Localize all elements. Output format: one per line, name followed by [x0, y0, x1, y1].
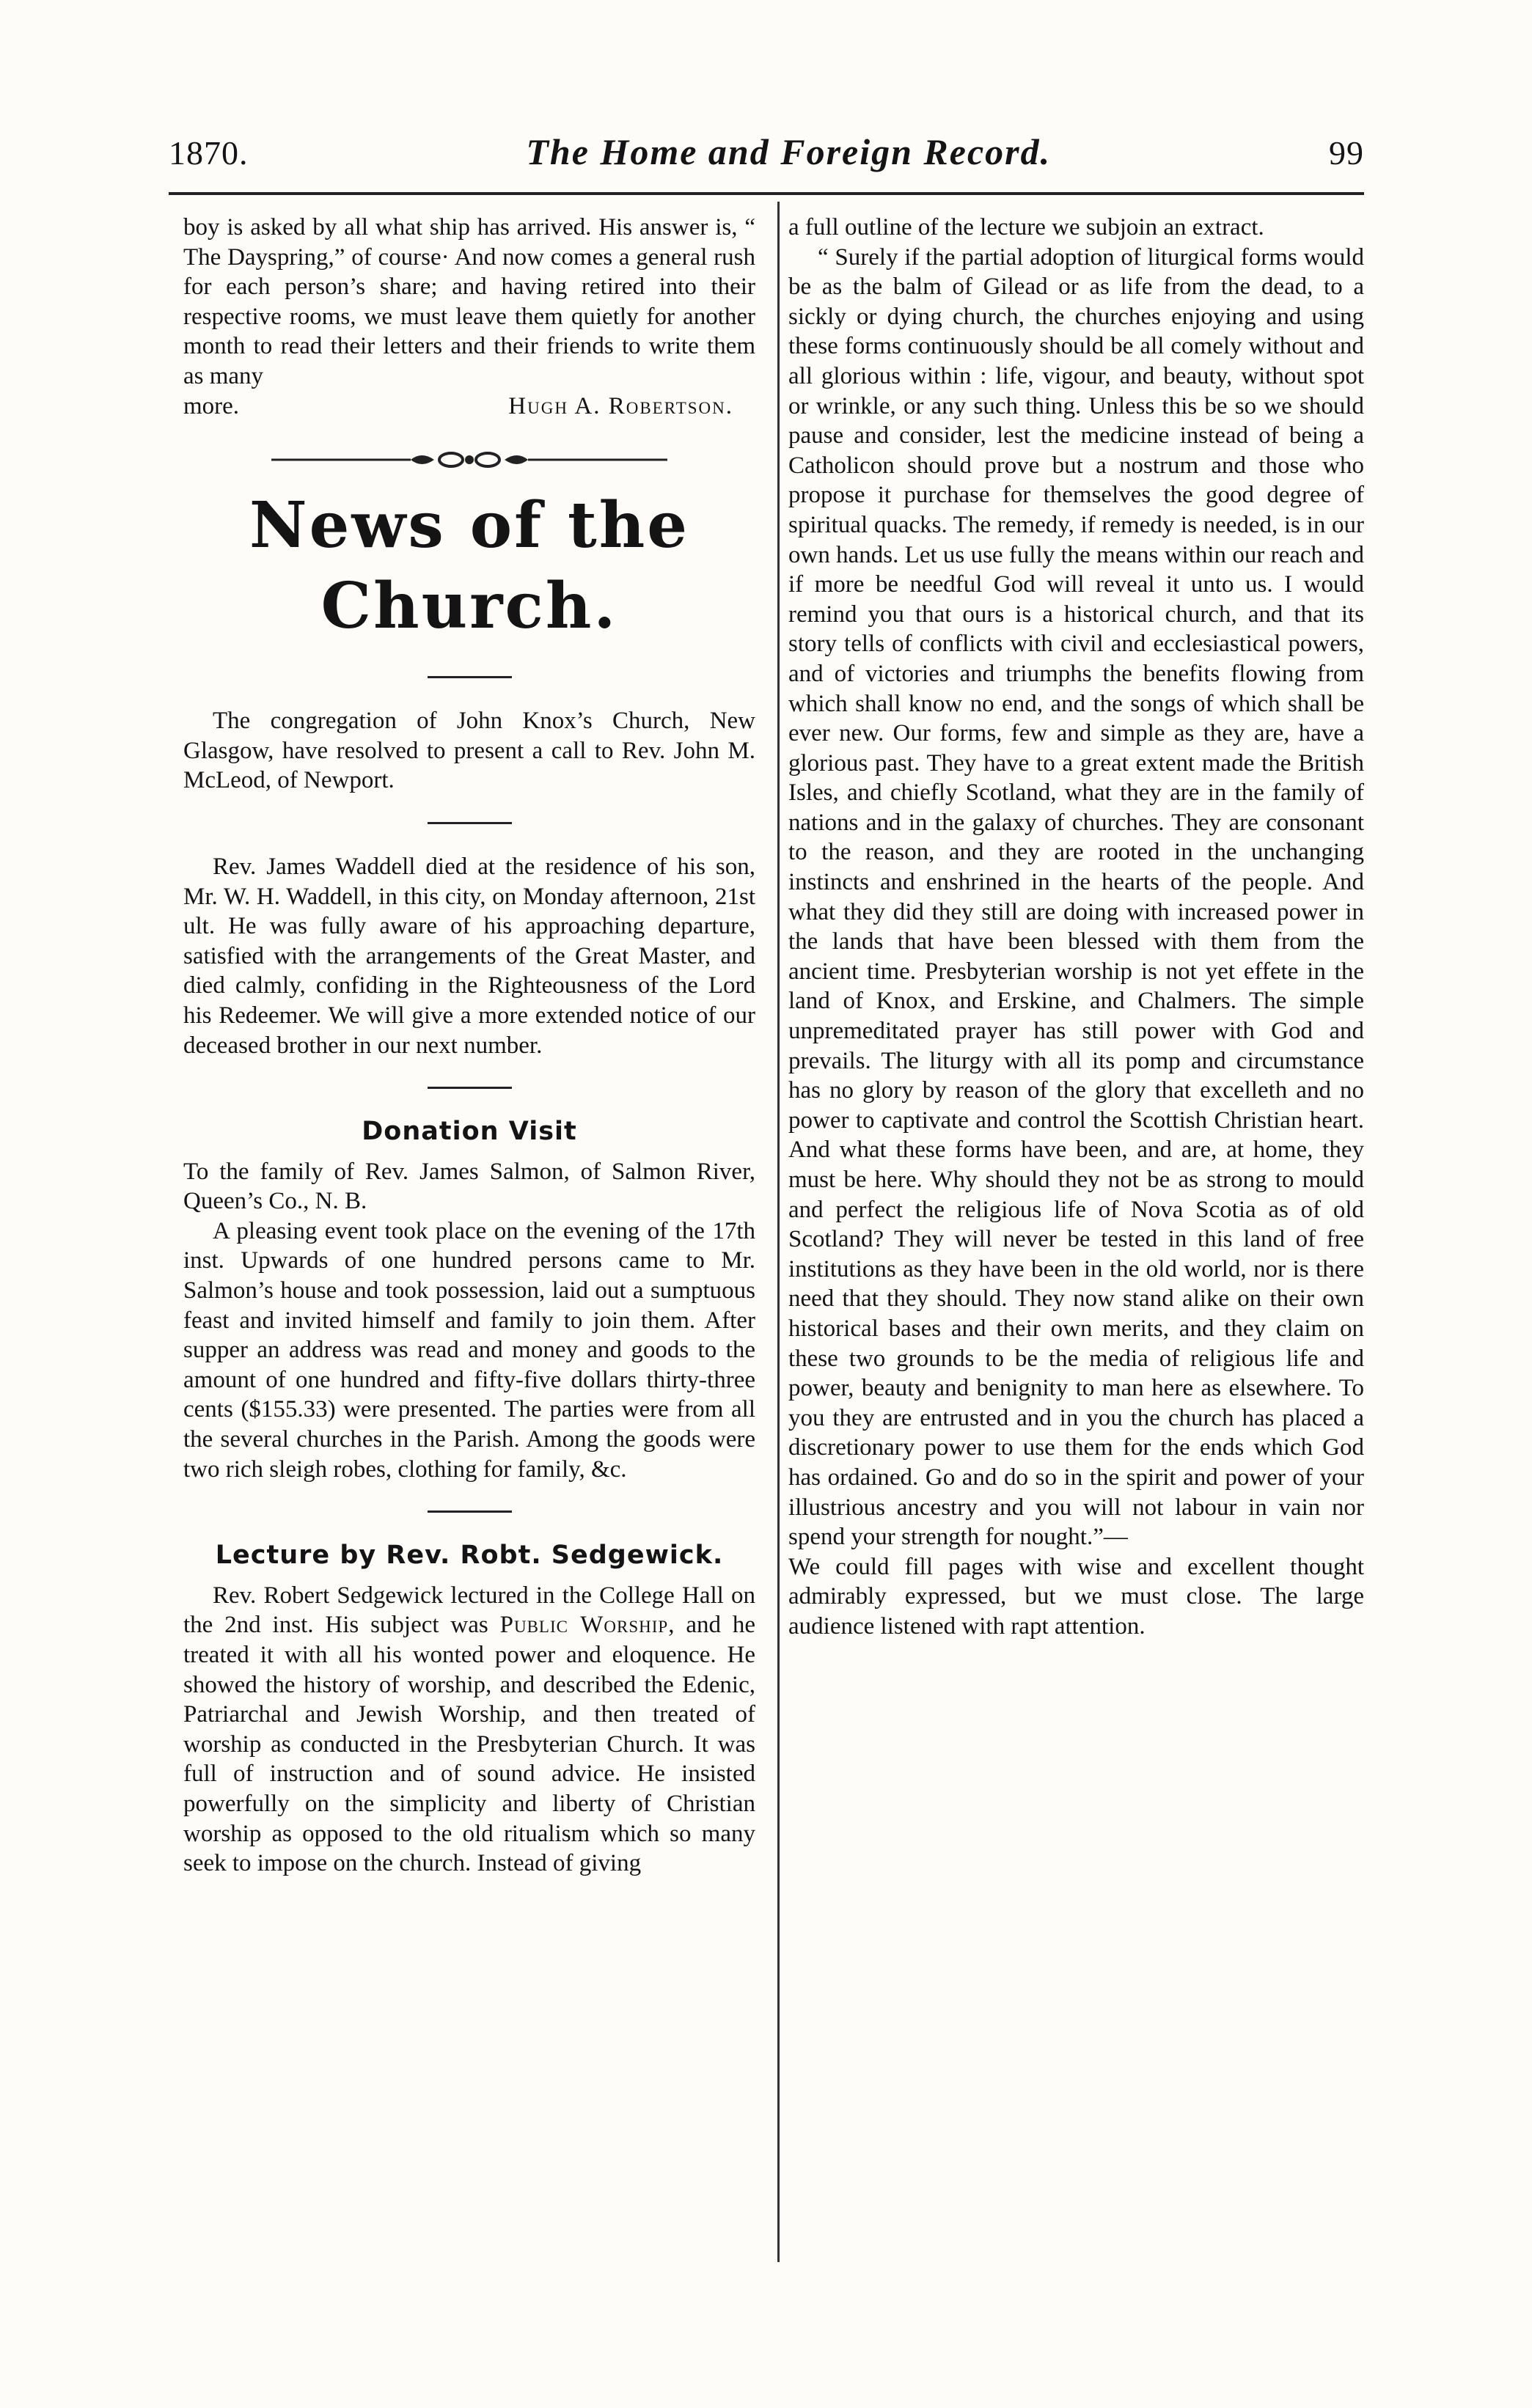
- lecture-heading: Lecture by Rev. Robt. Sedgewick.: [215, 1541, 724, 1571]
- continued-letter-text: boy is asked by all what ship has arrived. His answer is, “ The Dayspring,” of course· And now comes a general rush for each person’s share; and having retired into their respective rooms, we must leave them quietly for another month to read their letters and their friends to write them as many: [183, 214, 755, 389]
- left-column: [183, 213, 755, 1879]
- signature-line: [183, 392, 755, 422]
- ornament-flourish-icon: [271, 449, 667, 471]
- lecture-extract-quote: “ Surely if the partial adoption of liturgical forms would be as the balm of Gilead or as life from the dead, to a sickly or dying church, the churches enjoying and using these forms continuously should be all comely without and all glorious within : life, vigour, and beauty, without spot or wrinkle, or any such thing. Unless this be so we should pause and consider, lest the medicine instead of being a Catholicon should prove but a nostrum and those who propose it purchase for themselves the good degree of spiritual quacks. The remedy, if remedy is needed, is in our own hands. Let us use fully the means within our reach and if more be needful God will reveal it unto us. I would remind you that ours is a historical church, and that its story tells of conflicts with civil and ecclesiastical powers, and of victories and triumphs the benefits flowing from which shall know no end, and the songs of which shall be ever new. Our forms, few and simple as they are, have a glorious past. They have to a great extent made the British Isles, and chiefly Scotland, what they are in the family of nations and in the galaxy of churches. They are consonant to the reason, and they are rooted in the unchanging instincts and enshrined in the hearts of the people. And what they did they still are doing with increased power in the lands that have been blessed with them from the ancient time. Presbyterian worship is not yet effete in the land of Knox, and Erskine, and Chalmers. The simple unpremeditated prayer has still power with God and prevails. The liturgy with all its pomp and circumstance has no glory by reason of the glory that excelleth and no power to captivate and control the Scottish Christian heart. And what these forms have been, and are, at home, they must be here. Why should they not be as strong to mould and perfect the religious life of Nova Scotia as of old Scotland? They will never be tested in this land of free institutions as they have been in the old world, nor is there need that they should. They now stand alike on their own historical bases and their own merits, and they claim on these two grounds to be the media of religious life and power, beauty and benignity to man here as elsewhere. To you they are entrusted and in you the church has placed a discretionary power to use them for the ends which God has ordained. Go and do so in the spirit and power of your illustrious ancestry and you will not labour in vain nor spend your strength for nought.”—: [788, 243, 1364, 1551]
- short-rule: [428, 822, 512, 824]
- lecture-text-rest: , and he treated it with all his wonted power and eloquence. He showed the history of worship, and described the Edenic, Patriarchal and Jewish Worship, and then treated of worship as conducted in the Presbyterian Church. It was full of instruction and of sound advice. He insisted powerfully on the simplicity and liberty of Christian worship as opposed to the old ritualism which so many seek to impose on the church. Instead of giving: [183, 1612, 755, 1877]
- waddell-obituary-paragraph: Rev. James Waddell died at the residence of his son, Mr. W. H. Waddell, in this city, on Monday afternoon, 21st ult. He was fully aware of his approaching departure, satisfied with the arrangements of the Great Master, and died calmly, confiding in the Righteousness of the Lord his Redeemer. We will give a more extended notice of our deceased brother in our next number.: [183, 853, 755, 1059]
- short-rule: [428, 676, 512, 678]
- short-rule: [428, 1087, 512, 1089]
- page-number: 99: [1329, 134, 1364, 172]
- lecture-subject: Public Worship: [499, 1612, 669, 1639]
- journal-title: The Home and Foreign Record.: [526, 131, 1052, 172]
- donation-visit-heading: Donation Visit: [362, 1117, 577, 1147]
- closing-word: more.: [183, 392, 240, 419]
- donation-intro: To the family of Rev. James Salmon, of Salmon River, Queen’s Co., N. B.: [183, 1158, 755, 1215]
- lecture-text-start: Rev. Robert Sedgewick lectured in the College Hall on the 2nd inst. His subject was: [183, 1582, 755, 1639]
- column-divider: [777, 202, 780, 2262]
- ornament-divider-icon: [183, 449, 755, 471]
- closing-remarks: We could fill pages with wise and excellent thought admirably expressed, but we must close. The large audience listened with rapt attention.: [788, 1553, 1364, 1640]
- lecture-continuation: a full outline of the lecture we subjoin an extract.: [788, 214, 1264, 241]
- header-rule: [169, 192, 1364, 195]
- donation-paragraph: A pleasing event took place on the evening of the 17th inst. Upwards of one hundred persons came to Mr. Salmon’s house and took possession, laid out a sumptuous feast and invited himself and family to join them. After supper an address was read and money and goods to the amount of one hundred and fifty-five dollars thirty-three cents ($155.33) were presented. The parties were from all the several churches in the Parish. Among the goods were two rich sleigh robes, clothing for family, &c.: [183, 1217, 755, 1483]
- header-year: 1870.: [169, 134, 249, 172]
- running-header: [169, 131, 1364, 182]
- short-rule: [428, 1510, 512, 1513]
- knox-church-paragraph: The congregation of John Knox’s Church, New Glasgow, have resolved to present a call to Rev. John M. McLeod, of Newport.: [183, 708, 755, 794]
- lecture-paragraph: [183, 1581, 755, 1879]
- section-title: News of the Church.: [249, 488, 689, 644]
- author-signature: Hugh A. Robertson.: [508, 392, 733, 419]
- right-column: [788, 213, 1364, 1642]
